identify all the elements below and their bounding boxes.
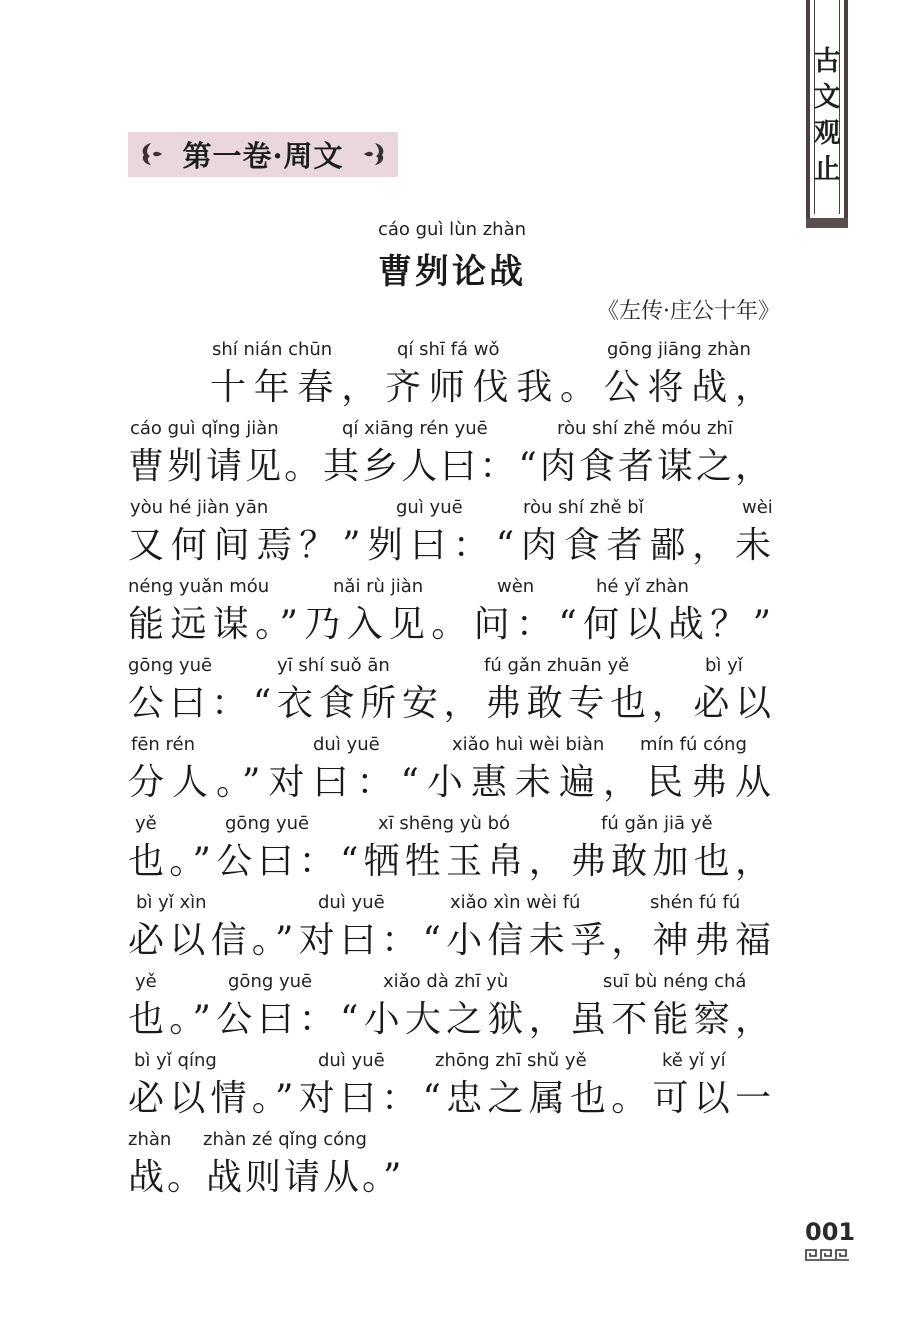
text-line: [0, 576, 904, 646]
book-title-char: 止: [813, 154, 841, 185]
text-line: [0, 813, 904, 883]
chinese-text: 又何间焉？”刿曰：“肉食者鄙，未: [128, 525, 774, 566]
pinyin-annotation: fú gǎn zhuān yě: [484, 655, 630, 676]
chinese-text: 分人。”对曰：“小惠未遍，民弗从: [128, 762, 774, 803]
pinyin-annotation: duì yuē: [318, 1050, 385, 1071]
chinese-text: 战。战则请从。”: [128, 1157, 405, 1198]
pinyin-annotation: zhàn zé qǐng cóng: [203, 1129, 367, 1150]
pinyin-annotation: wèn: [497, 576, 535, 597]
pinyin-annotation: hé yǐ zhàn: [596, 576, 689, 597]
pinyin-annotation: shí nián chūn: [212, 339, 333, 360]
pinyin-annotation: ròu shí zhě móu zhī: [557, 418, 733, 439]
pinyin-annotation: xī shēng yù bó: [378, 813, 511, 834]
chinese-text: 必以信。”对曰：“小信未孚，神弗福: [128, 920, 774, 961]
pinyin-annotation: xiǎo huì wèi biàn: [452, 734, 605, 755]
pinyin-annotation: bì yǐ: [705, 655, 743, 676]
source-citation: 《左传·庄公十年》: [597, 299, 780, 324]
chinese-text: 能远谋。”乃入见。问：“何以战？”: [128, 604, 774, 645]
pinyin-annotation: zhōng zhī shǔ yě: [435, 1050, 587, 1071]
title-pinyin: cáo guì lùn zhàn: [377, 219, 527, 240]
pinyin-annotation: qí shī fá wǒ: [397, 339, 500, 360]
pinyin-annotation: wèi: [742, 497, 773, 518]
section-title: 第一卷·周文: [182, 139, 344, 173]
page-ornament-icon: [804, 1247, 850, 1261]
text-line: [0, 418, 904, 488]
chinese-text: 曹刿请见。其乡人曰：“肉食者谋之，: [128, 446, 774, 487]
chinese-text: 也。”公曰：“牺牲玉帛，弗敢加也，: [128, 841, 774, 882]
pinyin-annotation: yě: [135, 813, 157, 834]
page-title: 曹刿论战: [378, 252, 526, 292]
pinyin-annotation: yě: [135, 971, 157, 992]
pinyin-annotation: gōng yuē: [225, 813, 310, 834]
book-title-vertical: [810, 44, 844, 188]
pinyin-annotation: bì yǐ xìn: [136, 892, 207, 913]
text-line: [0, 497, 904, 567]
book-title-char: 古: [813, 46, 841, 77]
pinyin-annotation: gōng yuē: [128, 655, 213, 676]
pinyin-annotation: mín fú cóng: [640, 734, 747, 755]
pinyin-annotation: ròu shí zhě bǐ: [523, 497, 644, 518]
pinyin-annotation: bì yǐ qíng: [134, 1050, 217, 1071]
pinyin-annotation: fēn rén: [131, 734, 196, 755]
chinese-text: 公曰：“衣食所安，弗敢专也，必以: [128, 683, 774, 724]
chinese-text: 必以情。”对曰：“忠之属也。可以一: [128, 1078, 774, 1119]
pinyin-annotation: zhàn: [128, 1129, 172, 1150]
text-line: [0, 655, 904, 725]
book-title-char: 文: [813, 82, 841, 113]
pinyin-annotation: duì yuē: [318, 892, 385, 913]
pinyin-annotation: yòu hé jiàn yān: [130, 497, 269, 518]
pinyin-annotation: néng yuǎn móu: [128, 576, 270, 597]
text-line: [0, 339, 904, 409]
pinyin-annotation: gōng yuē: [228, 971, 313, 992]
pinyin-annotation: guì yuē: [396, 497, 463, 518]
text-line: [0, 734, 904, 804]
pinyin-annotation: duì yuē: [313, 734, 380, 755]
ornament-icon: [138, 141, 164, 167]
section-banner: [128, 132, 398, 177]
pinyin-annotation: yī shí suǒ ān: [277, 655, 390, 676]
ornament-icon: [362, 141, 388, 167]
pinyin-annotation: xiǎo dà zhī yù: [383, 971, 509, 992]
text-line: [0, 892, 904, 962]
book-title-char: 观: [813, 118, 841, 149]
pinyin-annotation: fú gǎn jiā yě: [601, 813, 713, 834]
text-line: [0, 1050, 904, 1120]
chinese-text: 十年春，齐师伐我。公将战，: [210, 367, 774, 408]
pinyin-annotation: suī bù néng chá: [603, 971, 747, 992]
pinyin-annotation: gōng jiāng zhàn: [607, 339, 751, 360]
side-tab: [806, 0, 848, 228]
text-line: [0, 971, 904, 1041]
pinyin-annotation: qí xiāng rén yuē: [342, 418, 488, 439]
pinyin-annotation: cáo guì qǐng jiàn: [130, 418, 279, 439]
chinese-text: 也。”公曰：“小大之狱，虽不能察，: [128, 999, 774, 1040]
page-number: 001: [805, 1218, 856, 1246]
pinyin-annotation: kě yǐ yí: [662, 1050, 726, 1071]
pinyin-annotation: shén fú fú: [650, 892, 741, 913]
text-line: [0, 1129, 904, 1199]
pinyin-annotation: xiǎo xìn wèi fú: [450, 892, 581, 913]
pinyin-annotation: nǎi rù jiàn: [333, 576, 424, 597]
